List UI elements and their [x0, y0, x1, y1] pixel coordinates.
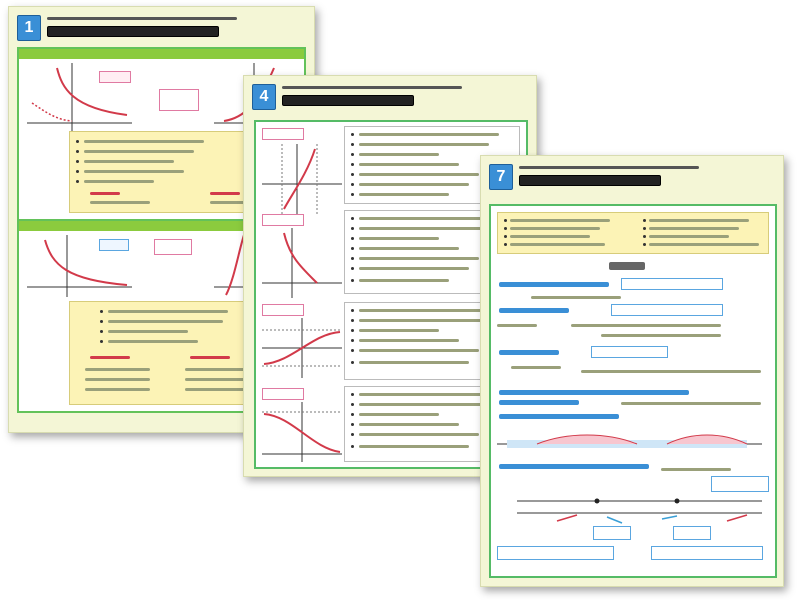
note-box	[711, 476, 769, 492]
result-box	[497, 546, 614, 560]
step-heading	[499, 400, 579, 405]
text-line	[661, 468, 731, 471]
poster-number: 4	[252, 84, 276, 110]
section-bar	[19, 49, 304, 59]
subtitle-text-line	[519, 166, 699, 169]
answer-box	[611, 304, 723, 316]
step-heading	[499, 464, 649, 469]
text-line	[601, 334, 721, 337]
text-line	[621, 402, 761, 405]
poster-4-header	[252, 84, 528, 112]
main-formula	[609, 262, 645, 270]
graph-cotangent	[262, 228, 342, 298]
formula-box	[99, 71, 131, 83]
answer-box	[591, 346, 668, 358]
step-heading	[499, 282, 609, 287]
graph-arccotangent	[262, 402, 342, 462]
poster-1-header	[17, 15, 306, 43]
title-text-box	[282, 95, 414, 106]
steps-box	[497, 212, 769, 254]
step-heading	[499, 308, 569, 313]
formula-box	[99, 239, 129, 251]
text-line	[531, 296, 621, 299]
step-heading	[499, 414, 619, 419]
text-line	[571, 324, 721, 327]
subtitle-text-line	[282, 86, 462, 89]
subtitle-text-line	[47, 17, 237, 20]
study-plan-section	[489, 204, 777, 578]
step-heading	[499, 390, 689, 395]
step-heading	[499, 350, 559, 355]
text-line	[581, 370, 761, 373]
formula-label	[262, 128, 304, 140]
title-text-box	[519, 175, 661, 186]
answer-box	[621, 278, 723, 290]
title-text-box	[47, 26, 219, 37]
poster-7-header	[489, 164, 775, 192]
formula-label	[262, 214, 304, 226]
pink-formula-label	[154, 239, 192, 255]
sign-interval-line	[497, 426, 767, 456]
result-box	[651, 546, 763, 560]
poster-number: 1	[17, 15, 41, 41]
poster-7	[480, 155, 784, 587]
graph-tangent	[262, 144, 342, 214]
formula-label	[262, 304, 304, 316]
formula-label	[262, 388, 304, 400]
pink-formula-label	[159, 89, 199, 111]
min-point-box	[593, 526, 631, 540]
max-point-box	[673, 526, 711, 540]
derivative-sign-chart	[497, 491, 767, 541]
graph-arctangent	[262, 318, 342, 378]
poster-number: 7	[489, 164, 513, 190]
text-line	[511, 366, 561, 369]
text-line	[497, 324, 537, 327]
